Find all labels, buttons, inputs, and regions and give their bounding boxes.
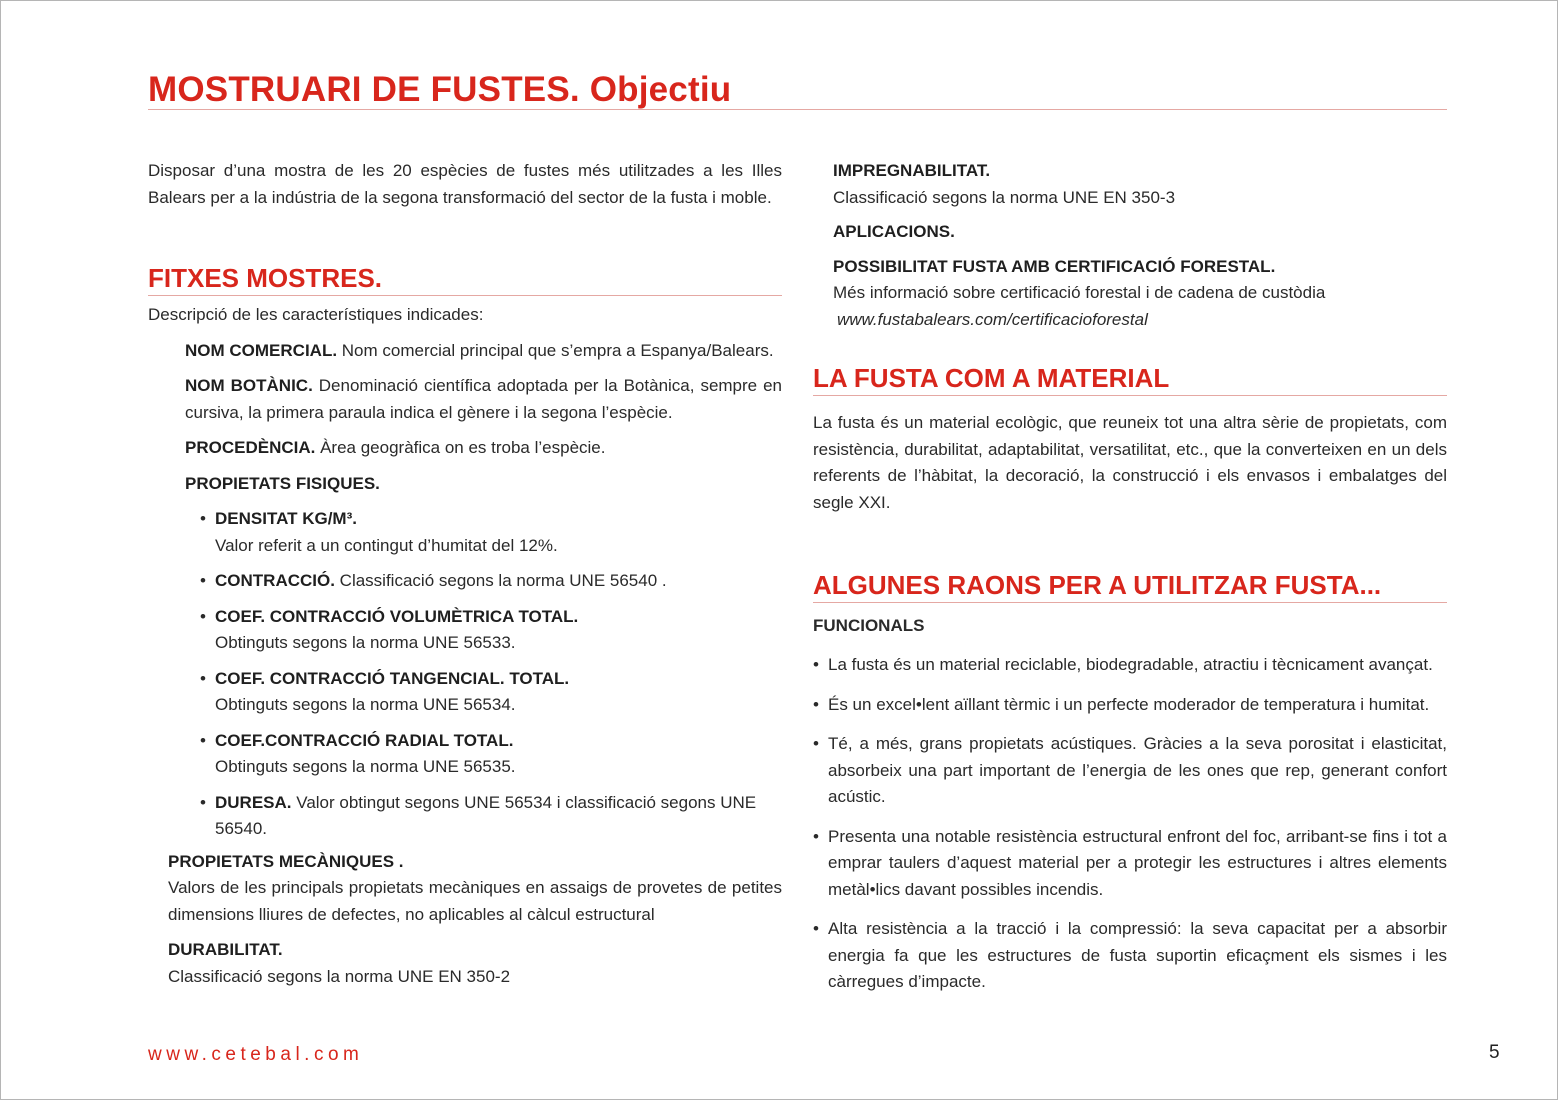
procedencia (148, 435, 782, 462)
bullet-dot: • (200, 571, 206, 590)
aplicacions-label: APLICACIONS. (833, 222, 955, 241)
list-item-text: Classificació segons la norma UNE 56540 . (334, 571, 667, 590)
fitxes-lead: Descripció de les característiques indicades: (148, 305, 484, 324)
bullet-dot: • (200, 668, 206, 688)
list-item-text: Obtinguts segons la norma UNE 56533. (215, 633, 516, 652)
funcionals-heading: FUNCIONALS (813, 616, 925, 635)
list-item (813, 916, 1447, 996)
nom-comercial (148, 338, 782, 365)
durabilitat (148, 937, 782, 990)
bullet-dot: • (813, 655, 819, 674)
list-item (200, 604, 782, 657)
list-item-text: Valor referit a un contingut d’humitat del 12%. (215, 535, 558, 555)
list-item-text: La fusta és un material reciclable, biodegradable, atractiu i tècnicament avançat. (828, 655, 1433, 674)
list-item-label: COEF. CONTRACCIÓ TANGENCIAL. TOTAL. (215, 668, 570, 688)
list-item-label: DURESA. (215, 792, 292, 812)
list-item (813, 652, 1447, 679)
certificacio-label: POSSIBILITAT FUSTA AMB CERTIFICACIÓ FORESTAL. (833, 256, 1276, 276)
section-heading-fitxes: FITXES MOSTRES. (148, 263, 782, 296)
bullet-dot: • (200, 792, 206, 812)
list-item (200, 506, 782, 559)
propietats-fisiques-heading: PROPIETATS FISIQUES. (185, 473, 380, 493)
impregnabilitat-text: Classificació segons la norma UNE EN 350-3 (833, 187, 1176, 207)
list-item (200, 728, 782, 781)
bullet-dot: • (200, 509, 206, 528)
list-item-text: Presenta una notable resistència estructural enfront del foc, arribant-se fins i tot a emprar taulers d’aquest material per a protegir les estructures i altres elements metàl•lics davant possibles incendis. (828, 826, 1447, 899)
title-divider (148, 109, 1447, 110)
nom-comercial-label: NOM COMERCIAL. (185, 340, 338, 360)
certificacio-text: Més informació sobre certificació forestal i de cadena de custòdia (833, 283, 1326, 302)
list-item (200, 666, 782, 719)
list-item-text: És un excel•lent aïllant tèrmic i un perfecte moderador de temperatura i humitat. (828, 694, 1430, 714)
certificacio-link[interactable]: www.fustabalears.com/certificacioforestal (837, 309, 1148, 329)
propietats-fisiques-list (148, 506, 782, 843)
nom-comercial-text: Nom comercial principal que s’empra a Espanya/Balears. (337, 340, 774, 360)
impregnabilitat (833, 158, 1447, 211)
durabilitat-text: Classificació segons la norma UNE EN 350-2 (168, 966, 511, 986)
list-item-label: DENSITAT KG/M³. (215, 509, 357, 528)
propietats-mecaniques (148, 849, 782, 929)
list-item-label: CONTRACCIÓ. (215, 571, 335, 590)
list-item-text: Obtinguts segons la norma UNE 56535. (215, 757, 516, 776)
section-heading-material: LA FUSTA COM A MATERIAL (813, 363, 1447, 396)
left-column (148, 158, 782, 990)
bullet-dot: • (813, 919, 819, 938)
bullet-dot: • (200, 606, 206, 626)
list-item-text: Alta resistència a la tracció i la compressió: la seva capacitat per a absorbir energia fa que les estructures de fusta suportin eficaçment els sismes i les càrregues d’impacte. (828, 919, 1447, 991)
bullet-dot: • (813, 826, 819, 846)
page-number: 5 (1489, 1042, 1500, 1063)
list-item (813, 824, 1447, 904)
list-item (813, 731, 1447, 811)
right-column (813, 158, 1447, 996)
list-item (200, 790, 782, 843)
footer-url[interactable]: www.cetebal.com (148, 1044, 364, 1065)
list-item-text: Valor obtingut segons UNE 56534 i classificació segons UNE 56540. (215, 792, 757, 838)
durabilitat-label: DURABILITAT. (168, 940, 283, 959)
bullet-dot: • (813, 734, 819, 753)
list-item-label: COEF. CONTRACCIÓ VOLUMÈTRICA TOTAL. (215, 606, 579, 626)
procedencia-text: Àrea geogràfica on es troba l’espècie. (315, 438, 606, 457)
procedencia-label: PROCEDÈNCIA. (185, 438, 316, 457)
list-item-text: Té, a més, grans propietats acústiques. Gràcies a la seva porositat i elasticitat, absorbeix una part important de l’energia de les ones que rep, generant confort acústic. (828, 734, 1447, 806)
bullet-dot: • (200, 730, 206, 750)
list-item-text: Obtinguts segons la norma UNE 56534. (215, 695, 516, 714)
list-item (200, 568, 782, 595)
impregnabilitat-label: IMPREGNABILITAT. (833, 161, 991, 180)
list-item-label: COEF.CONTRACCIÓ RADIAL TOTAL. (215, 730, 514, 750)
list-item (813, 692, 1447, 719)
propietats-mecaniques-text: Valors de les principals propietats mecàniques en assaigs de provetes de petites dimensions lliures de defectes, no aplicables al càlcul estructural (168, 878, 782, 924)
section-heading-raons: ALGUNES RAONS PER A UTILITZAR FUSTA... (813, 570, 1447, 603)
nom-botanic (148, 373, 782, 426)
intro-paragraph: Disposar d’una mostra de les 20 espècies de fustes més utilitzades a les Illes Balears per a la indústria de la segona transformació del sector de la fusta i moble. (148, 161, 782, 207)
nom-botanic-text: Denominació científica adoptada per la Botànica, sempre en cursiva, la primera paraula indica el gènere i la segona l’espècie. (185, 376, 783, 422)
page-title: MOSTRUARI DE FUSTES. Objectiu (148, 70, 732, 109)
material-paragraph: La fusta és un material ecològic, que reuneix tot una altra sèrie de propietats, com resistència, durabilitat, adaptabilitat, versatilitat, etc., que la converteixen en un dels referents de l’hàbitat, la decoració, la construcció i els envasos i embalatges del segle XXI. (813, 413, 1447, 512)
right-top-block (813, 158, 1447, 333)
raons-list (813, 652, 1447, 996)
certificacio (833, 254, 1447, 334)
propietats-mecaniques-label: PROPIETATS MECÀNIQUES . (168, 851, 404, 871)
nom-botanic-label: NOM BOTÀNIC. (185, 376, 313, 395)
bullet-dot: • (813, 694, 819, 714)
